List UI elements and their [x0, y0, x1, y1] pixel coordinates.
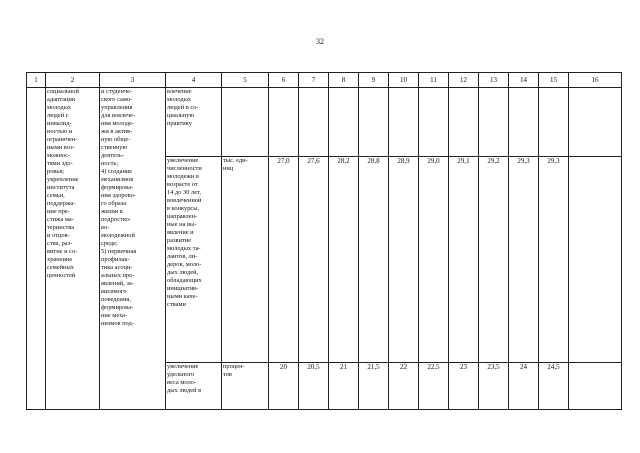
value-cell: 23 — [449, 363, 479, 410]
measures-cell: и студенче- ского само- управления для вовлече- ния молоде- жи в актив- ную обще- ственную деятель- ность; 4) создание механизмов формирова- ния здорово- го образа жизни в подростко- во- молодежной среде; 5) первичная профилак- тика асоци- альных про- явлений, за- висимого поведения, формирова- ние меха- низмов под- — [100, 88, 166, 410]
header-cell: 11 — [419, 73, 449, 88]
value-cell: 28,9 — [389, 157, 419, 363]
value-cell — [449, 88, 479, 157]
indicator-cell: увеличение численности молодежи в возрасте от 14 до 30 лет, вовлеченной в конкурсы, направлен- ные на вы- явление и развитие молодых та- лантов, ли- деров, моло- дых людей, обладающих инициатив- ными каче- ствами — [166, 157, 222, 363]
header-cell: 13 — [479, 73, 509, 88]
value-cell — [479, 88, 509, 157]
value-cell: 24,5 — [539, 363, 569, 410]
table-row — [27, 88, 622, 157]
header-cell: 9 — [359, 73, 389, 88]
value-cell: 20,5 — [299, 363, 329, 410]
value-cell: 29,3 — [539, 157, 569, 363]
header-cell: 5 — [222, 73, 269, 88]
header-cell: 8 — [329, 73, 359, 88]
row-number-cell — [27, 88, 46, 410]
value-cell — [299, 88, 329, 157]
value-cell — [269, 88, 299, 157]
value-cell: 29,0 — [419, 157, 449, 363]
value-cell — [509, 88, 539, 157]
note-cell — [569, 157, 622, 363]
value-cell: 29,2 — [479, 157, 509, 363]
value-cell: 22,5 — [419, 363, 449, 410]
header-cell: 1 — [27, 73, 46, 88]
note-cell — [569, 88, 622, 157]
header-cell: 7 — [299, 73, 329, 88]
header-cell: 6 — [269, 73, 299, 88]
value-cell — [389, 88, 419, 157]
value-cell: 24 — [509, 363, 539, 410]
value-cell: 28,8 — [359, 157, 389, 363]
value-cell — [539, 88, 569, 157]
value-cell: 22 — [389, 363, 419, 410]
value-cell: 29,1 — [449, 157, 479, 363]
value-cell: 23,5 — [479, 363, 509, 410]
header-row — [27, 73, 622, 88]
value-cell: 21,5 — [359, 363, 389, 410]
value-cell: 21 — [329, 363, 359, 410]
header-cell: 14 — [509, 73, 539, 88]
unit-cell: тыс. еди- ниц — [222, 157, 269, 363]
header-cell: 10 — [389, 73, 419, 88]
value-cell — [419, 88, 449, 157]
value-cell: 27,6 — [299, 157, 329, 363]
value-cell: 29,3 — [509, 157, 539, 363]
header-cell: 12 — [449, 73, 479, 88]
value-cell — [329, 88, 359, 157]
header-cell: 3 — [100, 73, 166, 88]
page-number: 32 — [316, 37, 324, 46]
note-cell — [569, 363, 622, 410]
indicator-cell: увеличение удельного веса моло- дых людей в — [166, 363, 222, 410]
tasks-cell: социальной адаптации молодых людей с инвалид- ностью и ограничен- ными воз- можнос- тями здо- ровья; укрепление института семьи, поддержа- ние пре- стижа ма- теринства и отцов- ства, раз- витие и со- хранение семейных ценностей — [46, 88, 100, 410]
indicator-cell: влечение молодых людей в со- циальную практику — [166, 88, 222, 157]
value-cell — [359, 88, 389, 157]
unit-cell — [222, 88, 269, 157]
header-cell: 4 — [166, 73, 222, 88]
header-cell: 16 — [569, 73, 622, 88]
header-cell: 2 — [46, 73, 100, 88]
value-cell: 28,2 — [329, 157, 359, 363]
value-cell: 27,0 — [269, 157, 299, 363]
unit-cell: процен- тов — [222, 363, 269, 410]
value-cell: 20 — [269, 363, 299, 410]
indicators-table — [26, 72, 622, 410]
header-cell: 15 — [539, 73, 569, 88]
